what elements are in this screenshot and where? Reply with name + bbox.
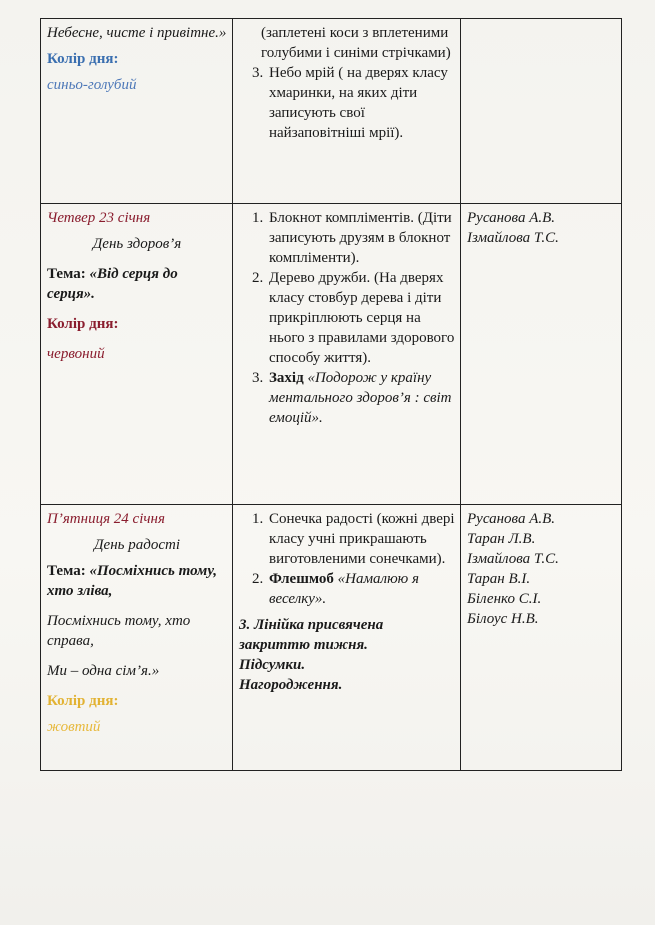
activity-list bbox=[239, 63, 455, 143]
activity-list bbox=[239, 509, 455, 609]
closing-line: Підсумки. bbox=[239, 657, 306, 673]
activity-list bbox=[239, 208, 455, 428]
color-label: Колір дня: bbox=[47, 316, 119, 332]
responsible-person: Таран Л.В. bbox=[467, 531, 536, 547]
responsible-person: Таран В.І. bbox=[467, 571, 531, 587]
activity-item bbox=[267, 368, 455, 428]
table-row bbox=[41, 204, 622, 505]
day-cell bbox=[41, 204, 233, 505]
color-value: синьо-голубий bbox=[47, 77, 137, 93]
day-date: П’ятниця 24 січня bbox=[47, 511, 165, 527]
topic-text: «Посміхнись тому, хто зліва, bbox=[47, 563, 217, 599]
color-label: Колір дня: bbox=[47, 51, 119, 67]
color-value: червоний bbox=[47, 346, 105, 362]
activity-continuation: (заплетені коси з вплетеними голубими і синіми стрічками) bbox=[261, 25, 451, 61]
topic bbox=[47, 561, 227, 601]
activity-item bbox=[267, 569, 455, 609]
topic-label: Тема: bbox=[47, 563, 86, 579]
activity-item: 3. Небо мрій ( на дверях класу хмаринки, на яких діти записують свої найзаповітніші мрії). bbox=[267, 63, 455, 143]
activity-item: 1. Сонечка радості (кожні двері класу учні прикрашають виготовленими сонечками). bbox=[267, 509, 455, 569]
topic bbox=[47, 264, 227, 304]
day-theme: День радості bbox=[94, 537, 180, 553]
schedule-table bbox=[40, 18, 622, 771]
activity-event-title: «Подорож у країну ментального здоров’я : світ емоцій». bbox=[269, 370, 452, 426]
activities-cell bbox=[233, 19, 461, 204]
color-label: Колір дня: bbox=[47, 693, 119, 709]
responsible-cell bbox=[461, 19, 622, 204]
activity-item: 1. Блокнот компліментів. (Діти записують друзям в блокнот компліменти). bbox=[267, 208, 455, 268]
responsible-person: Русанова А.В. bbox=[467, 210, 556, 226]
topic-continuation: Небесне, чисте і привітне.» bbox=[47, 25, 227, 41]
responsible-person: Ізмайлова Т.С. bbox=[467, 551, 559, 567]
table-row bbox=[41, 505, 622, 771]
color-value: жовтий bbox=[47, 719, 101, 735]
closing-line: Нагородження. bbox=[239, 677, 343, 693]
day-theme: День здоров’я bbox=[92, 236, 182, 252]
day-cell bbox=[41, 505, 233, 771]
responsible-person: Ізмайлова Т.С. bbox=[467, 230, 559, 246]
activity-flashmob-title: «Намалюю я веселку». bbox=[269, 571, 419, 607]
activity-flashmob-label: Флешмоб bbox=[269, 571, 334, 587]
activities-cell bbox=[233, 505, 461, 771]
closing-line: 3. Лінійка присвячена закриттю тижня. bbox=[239, 617, 384, 653]
responsible-cell bbox=[461, 505, 622, 771]
day-cell bbox=[41, 19, 233, 204]
responsible-person: Біленко С.І. bbox=[467, 591, 542, 607]
topic-text: «Від серця до серця». bbox=[47, 266, 178, 302]
responsible-person: Білоус Н.В. bbox=[467, 611, 539, 627]
day-date: Четвер 23 січня bbox=[47, 210, 151, 226]
topic-line: Ми – одна сім’я.» bbox=[47, 663, 160, 679]
topic-line: Посміхнись тому, хто справа, bbox=[47, 613, 191, 649]
activity-item: 2. Дерево дружби. (На дверях класу стовбур дерева і діти прикріплюють серця на нього з правилами здорового способу життя). bbox=[267, 268, 455, 368]
activities-cell bbox=[233, 204, 461, 505]
activity-event-label: Захід bbox=[269, 370, 304, 386]
table-row bbox=[41, 19, 622, 204]
topic-label: Тема: bbox=[47, 266, 86, 282]
responsible-cell bbox=[461, 204, 622, 505]
responsible-person: Русанова А.В. bbox=[467, 511, 556, 527]
